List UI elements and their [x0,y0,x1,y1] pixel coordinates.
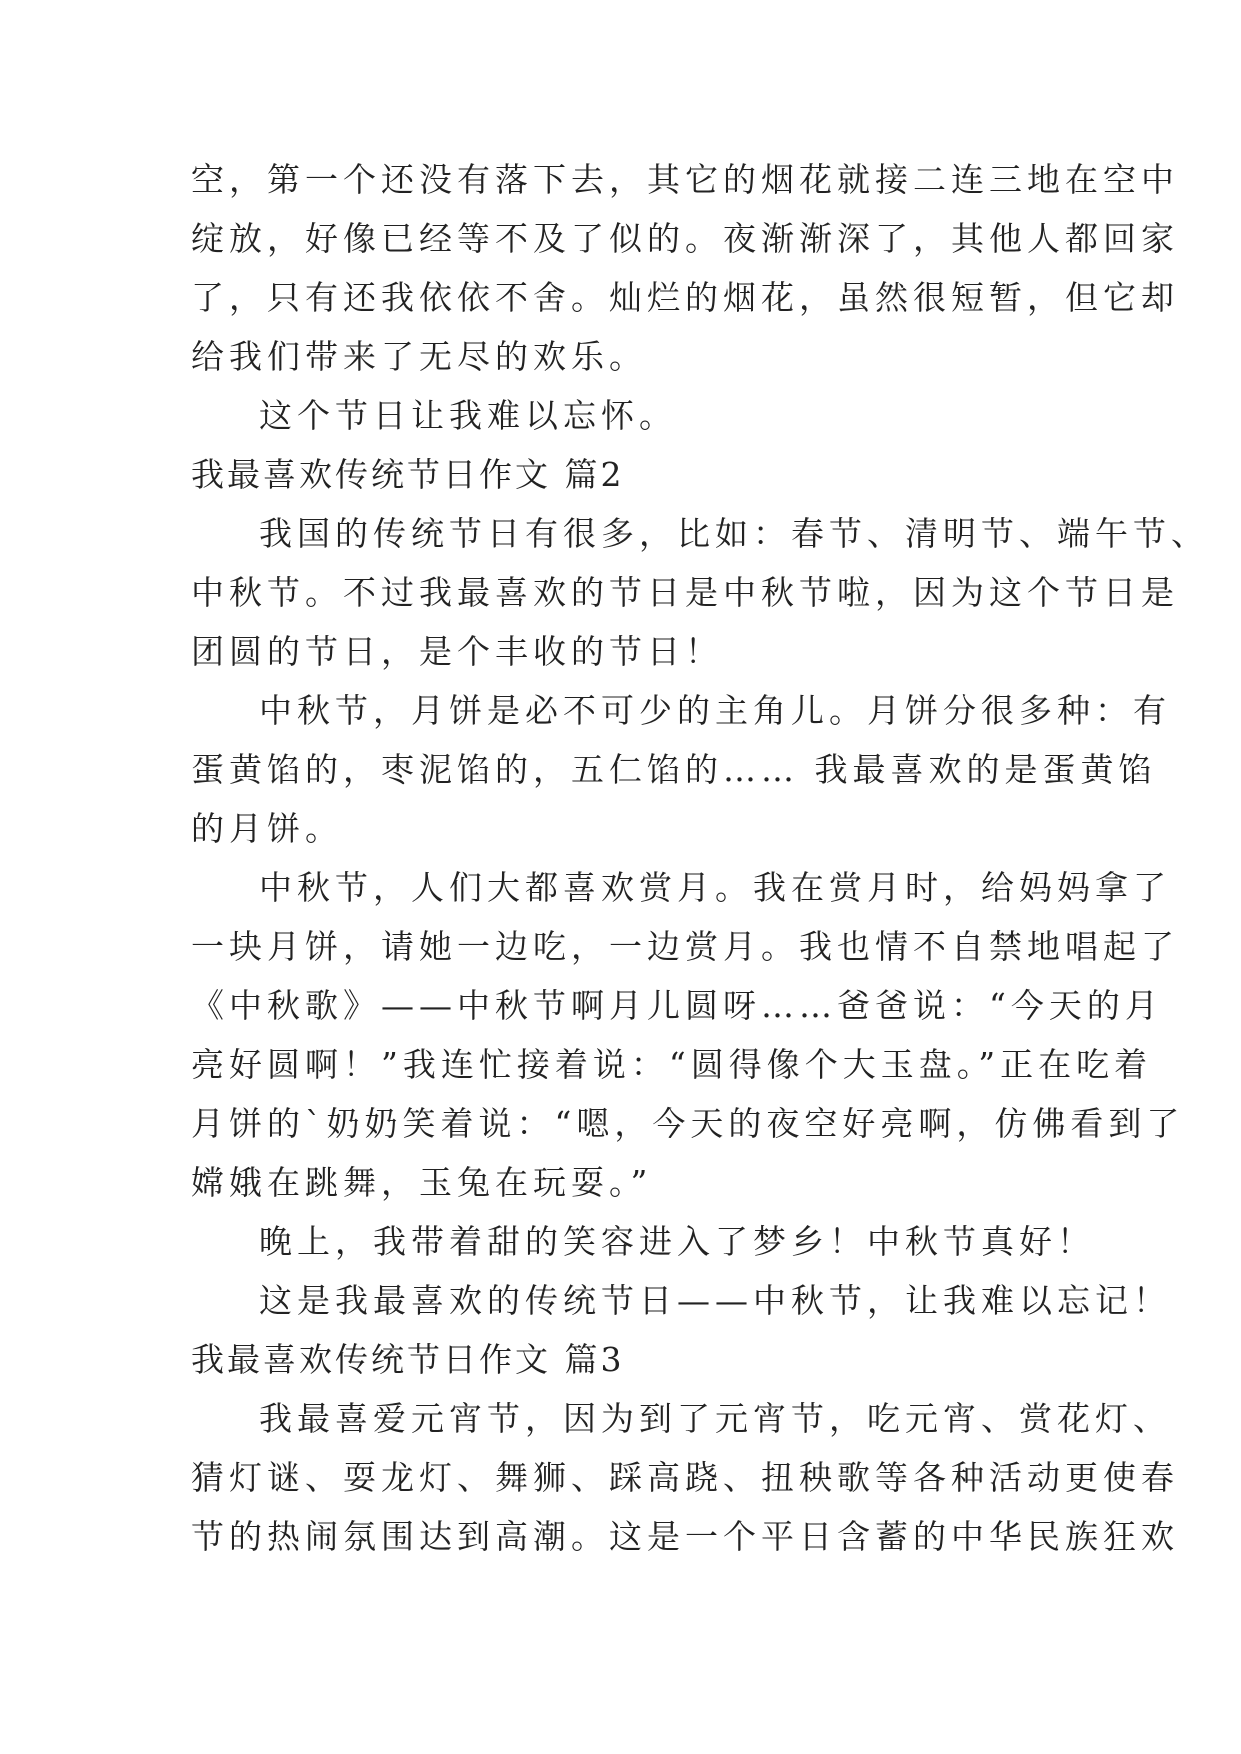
paragraph-line: 了，只有还我依依不舍。灿烂的烟花，虽然很短暂，但它却 [191,278,1179,317]
paragraph-line: 蛋黄馅的，枣泥馅的，五仁馅的…… 我最喜欢的是蛋黄馅 [191,750,1157,789]
paragraph-first-line: 中秋节，人们大都喜欢赏月。我在赏月时，给妈妈拿了 [259,868,1171,907]
section-heading: 我最喜欢传统节日作文 篇2 [191,455,625,494]
paragraph-line: 月饼的`奶奶笑着说：“嗯，今天的夜空好亮啊，仿佛看到了 [191,1104,1185,1143]
paragraph-line: 空，第一个还没有落下去，其它的烟花就接二连三地在空中 [191,160,1179,199]
paragraph-line: 一块月饼，请她一边吃，一边赏月。我也情不自禁地唱起了 [191,927,1179,966]
paragraph-line: 亮好圆啊！”我连忙接着说：“圆得像个大玉盘。”正在吃着 [191,1045,1153,1084]
section-heading: 我最喜欢传统节日作文 篇3 [191,1340,625,1379]
paragraph-first-line: 我国的传统节日有很多，比如：春节、清明节、端午节、 [259,514,1209,553]
paragraph-first-line: 我最喜爱元宵节，因为到了元宵节，吃元宵、赏花灯、 [259,1399,1171,1438]
paragraph-first-line: 晚上，我带着甜的笑容进入了梦乡！中秋节真好！ [259,1222,1095,1261]
paragraph-first-line: 这个节日让我难以忘怀。 [259,396,677,435]
paragraph-first-line: 这是我最喜欢的传统节日——中秋节，让我难以忘记！ [259,1281,1171,1320]
paragraph-line: 团圆的节日，是个丰收的节日！ [191,632,723,671]
paragraph-first-line: 中秋节，月饼是必不可少的主角儿。月饼分很多种：有 [259,691,1171,730]
paragraph-line: 的月饼。 [191,809,343,848]
paragraph-line: 给我们带来了无尽的欢乐。 [191,337,647,376]
document-body [191,150,1209,1566]
paragraph-line: 中秋节。不过我最喜欢的节日是中秋节啦，因为这个节日是 [191,573,1179,612]
paragraph-line: 《中秋歌》——中秋节啊月儿圆呀……爸爸说：“今天的月 [191,986,1163,1025]
paragraph-line: 绽放，好像已经等不及了似的。夜渐渐深了，其他人都回家 [191,219,1179,258]
paragraph-line: 节的热闹氛围达到高潮。这是一个平日含蓄的中华民族狂欢 [191,1517,1179,1556]
paragraph-line: 猜灯谜、耍龙灯、舞狮、踩高跷、扭秧歌等各种活动更使春 [191,1458,1179,1497]
paragraph-line: 嫦娥在跳舞，玉兔在玩耍。” [191,1163,653,1202]
